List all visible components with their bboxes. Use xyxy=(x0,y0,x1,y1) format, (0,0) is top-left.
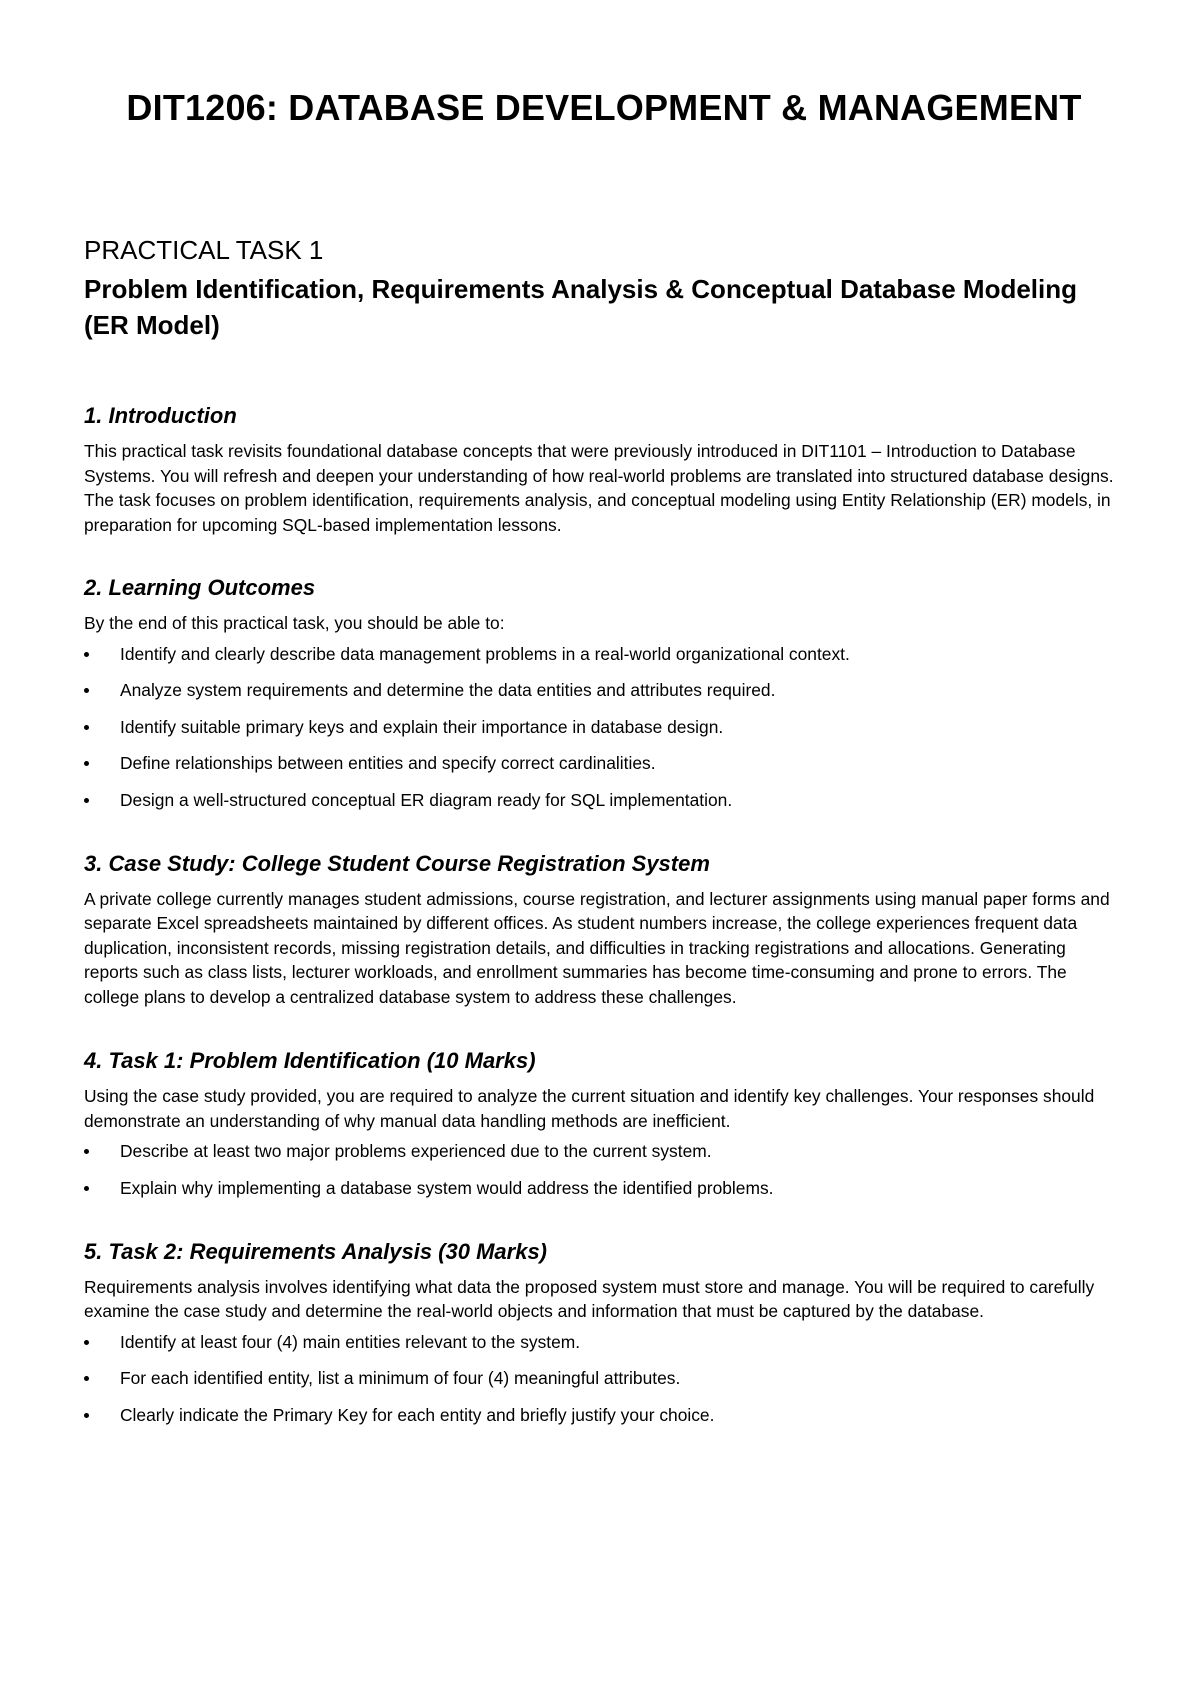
list-item-text: Design a well-structured conceptual ER diagram ready for SQL implementation. xyxy=(120,789,733,810)
list-item-text: Clearly indicate the Primary Key for each entity and briefly justify your choice. xyxy=(120,1404,715,1425)
task-2-list xyxy=(84,1330,1124,1427)
list-item xyxy=(84,1403,1124,1427)
list-item xyxy=(84,642,1124,666)
bullet-icon xyxy=(84,1186,89,1191)
bullet-icon xyxy=(84,725,89,730)
learning-outcomes-list xyxy=(84,642,1124,812)
section-heading-task-2: 5. Task 2: Requirements Analysis (30 Marks) xyxy=(84,1238,548,1264)
list-item xyxy=(84,1176,1124,1200)
list-item-text: Explain why implementing a database system would address the identified problems. xyxy=(120,1177,774,1198)
bullet-icon xyxy=(84,761,89,766)
list-item-text: Define relationships between entities and specify correct cardinalities. xyxy=(120,753,656,773)
list-item xyxy=(84,751,1124,775)
list-item-text: Identify and clearly describe data management problems in a real-world organizational context. xyxy=(120,643,850,664)
list-item-text: Analyze system requirements and determine the data entities and attributes required. xyxy=(120,680,776,700)
list-item xyxy=(84,715,1124,739)
list-item xyxy=(84,1330,1124,1354)
bullet-icon xyxy=(84,1376,89,1381)
bullet-icon xyxy=(84,1413,89,1418)
bullet-icon xyxy=(84,1340,89,1345)
section-heading-learning-outcomes: 2. Learning Outcomes xyxy=(84,575,316,600)
list-item xyxy=(84,678,1124,702)
task-1-paragraph: Using the case study provided, you are required to analyze the current situation and identify key challenges. Your responses should demonstrate an understanding of why manual data handling methods are inefficient. xyxy=(84,1086,1095,1131)
list-item-text: Identify suitable primary keys and explain their importance in database design. xyxy=(120,716,724,737)
list-item-text: For each identified entity, list a minimum of four (4) meaningful attributes. xyxy=(120,1368,681,1388)
bullet-icon xyxy=(84,688,89,693)
introduction-paragraph: This practical task revisits foundational database concepts that were previously introduced in DIT1101 – Introduction to Database Systems. You will refresh and deepen your understanding of how real-world problems are translated into structured database designs. The task focuses on problem identification, requirements analysis, and conceptual modeling using Entity Relationship (ER) models, in preparation for upcoming SQL-based implementation lessons. xyxy=(84,441,1114,535)
bullet-icon xyxy=(84,1149,89,1154)
learning-outcomes-intro: By the end of this practical task, you should be able to: xyxy=(84,613,505,633)
list-item-text: Identify at least four (4) main entities relevant to the system. xyxy=(120,1331,581,1352)
task-2-paragraph: Requirements analysis involves identifying what data the proposed system must store and manage. You will be required to carefully examine the case study and determine the real-world objects and information that must be captured by the database. xyxy=(84,1276,1095,1321)
task-label: PRACTICAL TASK 1 xyxy=(84,235,324,265)
task-subtitle: Problem Identification, Requirements Analysis & Conceptual Database Modeling (ER Model) xyxy=(84,274,1078,340)
task-1-list xyxy=(84,1139,1124,1200)
bullet-icon xyxy=(84,798,89,803)
bullet-icon xyxy=(84,652,89,657)
page-content xyxy=(84,84,1124,1427)
list-item xyxy=(84,788,1124,812)
document-title: DIT1206: DATABASE DEVELOPMENT & MANAGEMENT xyxy=(126,87,1082,128)
list-item xyxy=(84,1366,1124,1390)
list-item-text: Describe at least two major problems experienced due to the current system. xyxy=(120,1141,712,1161)
case-study-paragraph: A private college currently manages student admissions, course registration, and lecturer assignments using manual paper forms and separate Excel spreadsheets maintained by different offices. As student numbers increase, the college experiences frequent data duplication, inconsistent records, missing registration details, and difficulties in tracking registrations and allocations. Generating reports such as class lists, lecturer workloads, and enrollment summaries has become time-consuming and prone to errors. The college plans to develop a centralized database system to address these challenges. xyxy=(84,888,1110,1007)
list-item xyxy=(84,1139,1124,1163)
section-heading-task-1: 4. Task 1: Problem Identification (10 Marks) xyxy=(84,1048,536,1073)
section-heading-introduction: 1. Introduction xyxy=(84,403,237,428)
section-heading-case-study: 3. Case Study: College Student Course Registration System xyxy=(84,850,710,876)
